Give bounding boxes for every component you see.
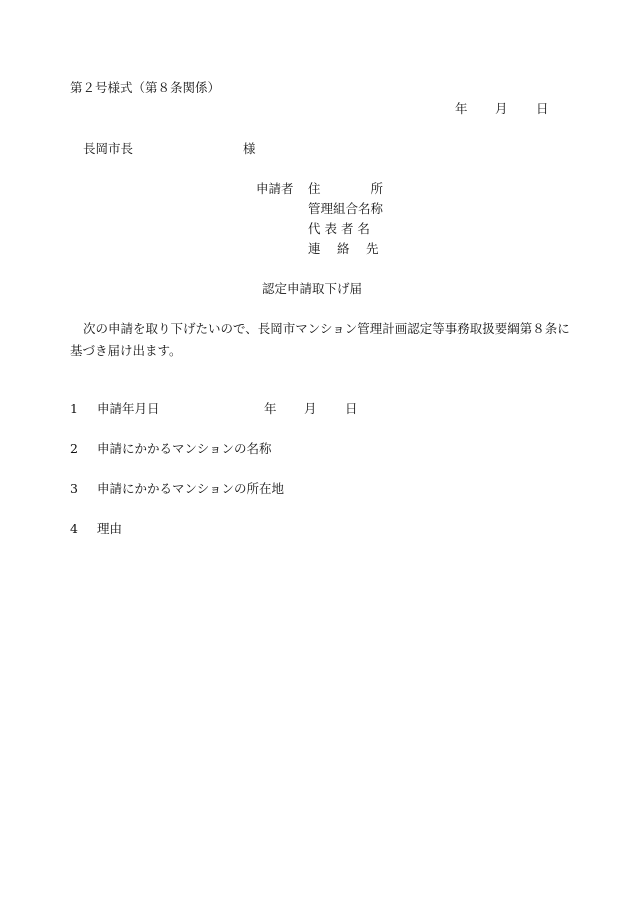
applicant-field-contact: 連 絡 先 bbox=[308, 241, 379, 256]
header-date-year: 年 bbox=[455, 101, 468, 116]
body-paragraph bbox=[70, 318, 570, 362]
addressee-name: 長岡市長 bbox=[83, 141, 134, 156]
item-label: 理由 bbox=[97, 521, 123, 536]
item-number: 1 bbox=[70, 401, 78, 416]
applicant-label: 申請者 bbox=[256, 181, 294, 196]
item-date-year: 年 bbox=[264, 401, 277, 416]
item-number: 4 bbox=[70, 521, 78, 536]
item-label: 申請にかかるマンションの所在地 bbox=[97, 481, 284, 496]
item-number: 2 bbox=[70, 441, 78, 456]
item-label: 申請年月日 bbox=[97, 401, 160, 416]
item-date-month: 月 bbox=[304, 401, 317, 416]
body-text: 次の申請を取り下げたいので、長岡市マンション管理計画認定等事務取扱要綱第８条に基づき届け出ます。 bbox=[70, 321, 570, 358]
header-date-month: 月 bbox=[495, 101, 508, 116]
applicant-field-representative: 代 表 者 名 bbox=[308, 221, 370, 236]
item-date-day: 日 bbox=[345, 401, 358, 416]
applicant-field-association-name: 管理組合名称 bbox=[308, 201, 384, 216]
header-date-day: 日 bbox=[536, 101, 549, 116]
item-label: 申請にかかるマンションの名称 bbox=[97, 441, 272, 456]
item-number: 3 bbox=[70, 481, 78, 496]
document-title: 認定申請取下げ届 bbox=[262, 281, 363, 296]
addressee-honorific: 様 bbox=[243, 141, 256, 156]
applicant-field-address: 住 所 bbox=[308, 181, 384, 196]
form-label: 第２号様式（第８条関係） bbox=[70, 80, 221, 95]
